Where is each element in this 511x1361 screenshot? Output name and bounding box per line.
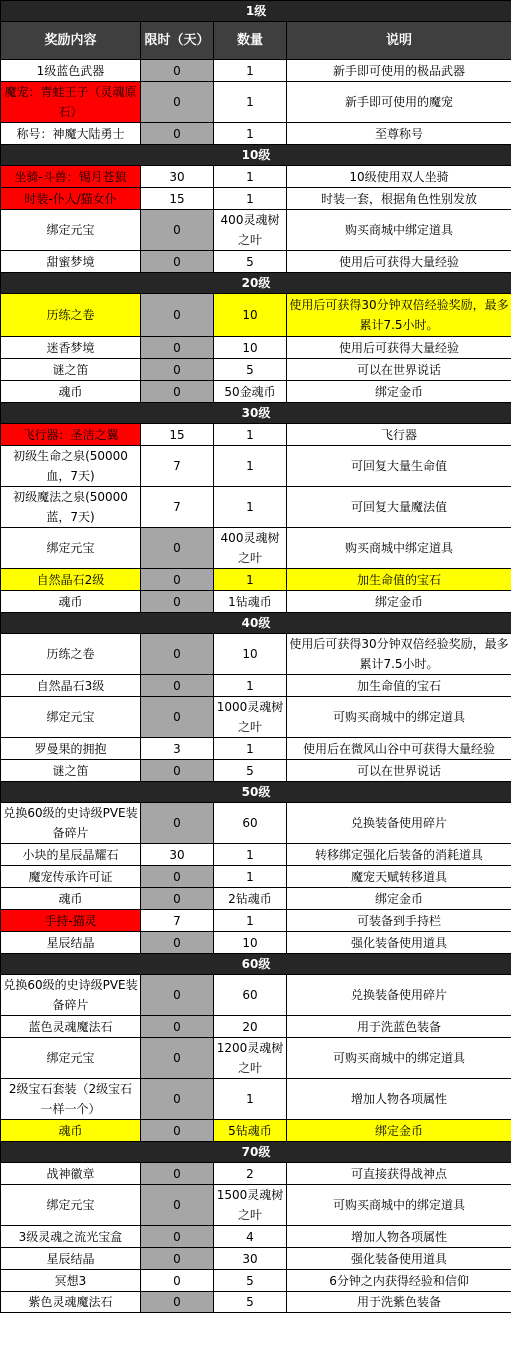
limit-days: 0 [141, 1226, 214, 1248]
table-row [1, 251, 511, 273]
quantity: 1 [214, 569, 287, 591]
limit-days: 0 [141, 1038, 214, 1079]
reward-name: 自然晶石2级 [1, 569, 141, 591]
table-row [1, 591, 511, 613]
description: 加生命值的宝石 [287, 675, 511, 697]
limit-days: 0 [141, 697, 214, 738]
quantity: 1 [214, 446, 287, 487]
limit-days: 30 [141, 844, 214, 866]
description: 可以在世界说话 [287, 359, 511, 381]
reward-name: 初级生命之泉(50000血，7天) [1, 446, 141, 487]
description: 强化装备使用道具 [287, 932, 511, 954]
table-row [1, 60, 511, 82]
quantity: 10 [214, 294, 287, 337]
description: 可以在世界说话 [287, 760, 511, 782]
reward-name: 甜蜜梦境 [1, 251, 141, 273]
table-row [1, 569, 511, 591]
reward-name: 自然晶石3级 [1, 675, 141, 697]
description: 可直接获得战神点 [287, 1163, 511, 1185]
section-title: 50级 [1, 782, 511, 803]
table-row [1, 1163, 511, 1185]
table-row [1, 210, 511, 251]
quantity: 1 [214, 1079, 287, 1120]
section-row [1, 954, 511, 975]
table-row [1, 528, 511, 569]
quantity: 1 [214, 188, 287, 210]
limit-days: 0 [141, 1270, 214, 1292]
table-row [1, 166, 511, 188]
table-row [1, 1120, 511, 1142]
limit-days: 0 [141, 1120, 214, 1142]
section-title: 10级 [1, 145, 511, 166]
description: 可购买商城中的绑定道具 [287, 1185, 511, 1226]
quantity: 1 [214, 82, 287, 123]
limit-days: 0 [141, 251, 214, 273]
reward-name: 绑定元宝 [1, 210, 141, 251]
limit-days: 0 [141, 1292, 214, 1313]
quantity: 10 [214, 932, 287, 954]
table-row [1, 381, 511, 403]
table-row [1, 82, 511, 123]
quantity: 60 [214, 803, 287, 844]
section-title: 30级 [1, 403, 511, 424]
limit-days: 0 [141, 123, 214, 145]
reward-name: 3级灵魂之流光宝盒 [1, 1226, 141, 1248]
limit-days: 0 [141, 1248, 214, 1270]
quantity: 1 [214, 123, 287, 145]
quantity: 5 [214, 359, 287, 381]
description: 时装一套，根据角色性别发放 [287, 188, 511, 210]
section-title: 20级 [1, 273, 511, 294]
limit-days: 0 [141, 1079, 214, 1120]
table-row [1, 844, 511, 866]
table-row [1, 446, 511, 487]
description: 强化装备使用道具 [287, 1248, 511, 1270]
reward-name: 蓝色灵魂魔法石 [1, 1016, 141, 1038]
quantity: 1 [214, 844, 287, 866]
quantity: 1 [214, 910, 287, 932]
reward-name: 谜之笛 [1, 760, 141, 782]
limit-days: 30 [141, 166, 214, 188]
quantity: 50金魂币 [214, 381, 287, 403]
limit-days: 0 [141, 760, 214, 782]
quantity: 1500灵魂树之叶 [214, 1185, 287, 1226]
description: 10级使用双人坐骑 [287, 166, 511, 188]
description: 可装备到手持栏 [287, 910, 511, 932]
limit-days: 0 [141, 569, 214, 591]
description: 兑换装备使用碎片 [287, 975, 511, 1016]
section-row [1, 613, 511, 634]
description: 增加人物各项属性 [287, 1226, 511, 1248]
section-title: 70级 [1, 1142, 511, 1163]
limit-days: 0 [141, 803, 214, 844]
description: 可回复大量生命值 [287, 446, 511, 487]
reward-name: 称号：神魔大陆勇士 [1, 123, 141, 145]
table-row [1, 337, 511, 359]
limit-days: 0 [141, 1016, 214, 1038]
table-row [1, 487, 511, 528]
limit-days: 7 [141, 487, 214, 528]
limit-days: 0 [141, 975, 214, 1016]
reward-name: 星辰结晶 [1, 1248, 141, 1270]
limit-days: 7 [141, 446, 214, 487]
description: 兑换装备使用碎片 [287, 803, 511, 844]
quantity: 4 [214, 1226, 287, 1248]
limit-days: 7 [141, 910, 214, 932]
description: 用于洗紫色装备 [287, 1292, 511, 1313]
reward-name: 魂币 [1, 888, 141, 910]
table-row [1, 1016, 511, 1038]
description: 绑定金币 [287, 591, 511, 613]
description: 用于洗蓝色装备 [287, 1016, 511, 1038]
table-row [1, 760, 511, 782]
reward-name: 小块的星辰晶耀石 [1, 844, 141, 866]
reward-name: 2级宝石套装（2级宝石一样一个） [1, 1079, 141, 1120]
reward-name: 绑定元宝 [1, 528, 141, 569]
table-row [1, 359, 511, 381]
quantity: 400灵魂树之叶 [214, 210, 287, 251]
table-row [1, 424, 511, 446]
quantity: 1 [214, 166, 287, 188]
table-row [1, 910, 511, 932]
limit-days: 0 [141, 82, 214, 123]
header-content: 奖励内容 [1, 22, 141, 60]
reward-name: 魂币 [1, 591, 141, 613]
section-title: 60级 [1, 954, 511, 975]
reward-name: 迷香梦境 [1, 337, 141, 359]
table-row [1, 675, 511, 697]
reward-name: 坐骑-斗兽：锡月苍狼 [1, 166, 141, 188]
reward-name: 绑定元宝 [1, 697, 141, 738]
table-row [1, 803, 511, 844]
description: 购买商城中绑定道具 [287, 210, 511, 251]
section-title: 1级 [1, 1, 511, 22]
description: 可回复大量魔法值 [287, 487, 511, 528]
reward-name: 时装-仆人/猫女仆 [1, 188, 141, 210]
quantity: 1 [214, 866, 287, 888]
description: 新手即可使用的极品武器 [287, 60, 511, 82]
reward-name: 绑定元宝 [1, 1038, 141, 1079]
table-row [1, 634, 511, 675]
reward-name: 魂币 [1, 1120, 141, 1142]
description: 增加人物各项属性 [287, 1079, 511, 1120]
limit-days: 3 [141, 738, 214, 760]
quantity: 2 [214, 1163, 287, 1185]
limit-days: 0 [141, 359, 214, 381]
limit-days: 0 [141, 888, 214, 910]
reward-name: 兑换60级的史诗级PVE装备碎片 [1, 803, 141, 844]
quantity: 5 [214, 1270, 287, 1292]
limit-days: 0 [141, 1185, 214, 1226]
table-row [1, 1038, 511, 1079]
reward-name: 战神徽章 [1, 1163, 141, 1185]
table-row [1, 1185, 511, 1226]
table-row [1, 1226, 511, 1248]
header-limit: 限时（天） [141, 22, 214, 60]
reward-name: 星辰结晶 [1, 932, 141, 954]
reward-name: 魔宠传承许可证 [1, 866, 141, 888]
description: 飞行器 [287, 424, 511, 446]
reward-name: 飞行器：圣洁之翼 [1, 424, 141, 446]
section-row [1, 145, 511, 166]
description: 6分钟之内获得经验和信仰 [287, 1270, 511, 1292]
table-row [1, 975, 511, 1016]
description: 绑定金币 [287, 888, 511, 910]
quantity: 1钻魂币 [214, 591, 287, 613]
quantity: 1000灵魂树之叶 [214, 697, 287, 738]
description: 购买商城中绑定道具 [287, 528, 511, 569]
description: 使用后可获得大量经验 [287, 337, 511, 359]
description: 使用后可获得30分钟双倍经验奖励，最多累计7.5小时。 [287, 634, 511, 675]
quantity: 2钻魂币 [214, 888, 287, 910]
table-row [1, 123, 511, 145]
limit-days: 15 [141, 188, 214, 210]
section-row [1, 782, 511, 803]
description: 加生命值的宝石 [287, 569, 511, 591]
limit-days: 15 [141, 424, 214, 446]
limit-days: 0 [141, 591, 214, 613]
quantity: 1 [214, 424, 287, 446]
header-row [1, 22, 511, 60]
table-row [1, 1248, 511, 1270]
limit-days: 0 [141, 675, 214, 697]
quantity: 1 [214, 60, 287, 82]
quantity: 1 [214, 738, 287, 760]
description: 至尊称号 [287, 123, 511, 145]
quantity: 1 [214, 675, 287, 697]
description: 魔宠天赋转移道具 [287, 866, 511, 888]
quantity: 1200灵魂树之叶 [214, 1038, 287, 1079]
table-row [1, 738, 511, 760]
table-row [1, 866, 511, 888]
limit-days: 0 [141, 381, 214, 403]
reward-name: 绑定元宝 [1, 1185, 141, 1226]
limit-days: 0 [141, 866, 214, 888]
quantity: 5钻魂币 [214, 1120, 287, 1142]
limit-days: 0 [141, 294, 214, 337]
quantity: 400灵魂树之叶 [214, 528, 287, 569]
table-row [1, 294, 511, 337]
table-row [1, 1292, 511, 1313]
quantity: 5 [214, 251, 287, 273]
limit-days: 0 [141, 528, 214, 569]
quantity: 1 [214, 487, 287, 528]
reward-name: 历练之卷 [1, 634, 141, 675]
limit-days: 0 [141, 60, 214, 82]
limit-days: 0 [141, 210, 214, 251]
reward-name: 紫色灵魂魔法石 [1, 1292, 141, 1313]
limit-days: 0 [141, 1163, 214, 1185]
table-row [1, 932, 511, 954]
reward-table-body [1, 1, 511, 1313]
table-row [1, 1079, 511, 1120]
quantity: 30 [214, 1248, 287, 1270]
limit-days: 0 [141, 337, 214, 359]
section-row [1, 1, 511, 22]
description: 可购买商城中的绑定道具 [287, 1038, 511, 1079]
quantity: 20 [214, 1016, 287, 1038]
limit-days: 0 [141, 634, 214, 675]
quantity: 10 [214, 337, 287, 359]
reward-name: 谜之笛 [1, 359, 141, 381]
description: 使用后在微风山谷中可获得大量经验 [287, 738, 511, 760]
reward-name: 魂币 [1, 381, 141, 403]
description: 绑定金币 [287, 1120, 511, 1142]
reward-name: 罗曼果的拥抱 [1, 738, 141, 760]
reward-name: 手持-猫灵 [1, 910, 141, 932]
description: 转移绑定强化后装备的消耗道具 [287, 844, 511, 866]
reward-name: 1级蓝色武器 [1, 60, 141, 82]
table-row [1, 1270, 511, 1292]
quantity: 10 [214, 634, 287, 675]
header-qty: 数量 [214, 22, 287, 60]
section-row [1, 403, 511, 424]
header-desc: 说明 [287, 22, 511, 60]
reward-name: 冥想3 [1, 1270, 141, 1292]
reward-name: 历练之卷 [1, 294, 141, 337]
quantity: 5 [214, 1292, 287, 1313]
table-row [1, 888, 511, 910]
section-title: 40级 [1, 613, 511, 634]
reward-name: 初级魔法之泉(50000蓝，7天) [1, 487, 141, 528]
quantity: 5 [214, 760, 287, 782]
quantity: 60 [214, 975, 287, 1016]
reward-name: 魔宠：青蛙王子（灵魂原石） [1, 82, 141, 123]
section-row [1, 273, 511, 294]
description: 绑定金币 [287, 381, 511, 403]
section-row [1, 1142, 511, 1163]
reward-name: 兑换60级的史诗级PVE装备碎片 [1, 975, 141, 1016]
description: 使用后可获得大量经验 [287, 251, 511, 273]
limit-days: 0 [141, 932, 214, 954]
description: 可购买商城中的绑定道具 [287, 697, 511, 738]
description: 使用后可获得30分钟双倍经验奖励，最多累计7.5小时。 [287, 294, 511, 337]
description: 新手即可使用的魔宠 [287, 82, 511, 123]
table-row [1, 697, 511, 738]
table-row [1, 188, 511, 210]
